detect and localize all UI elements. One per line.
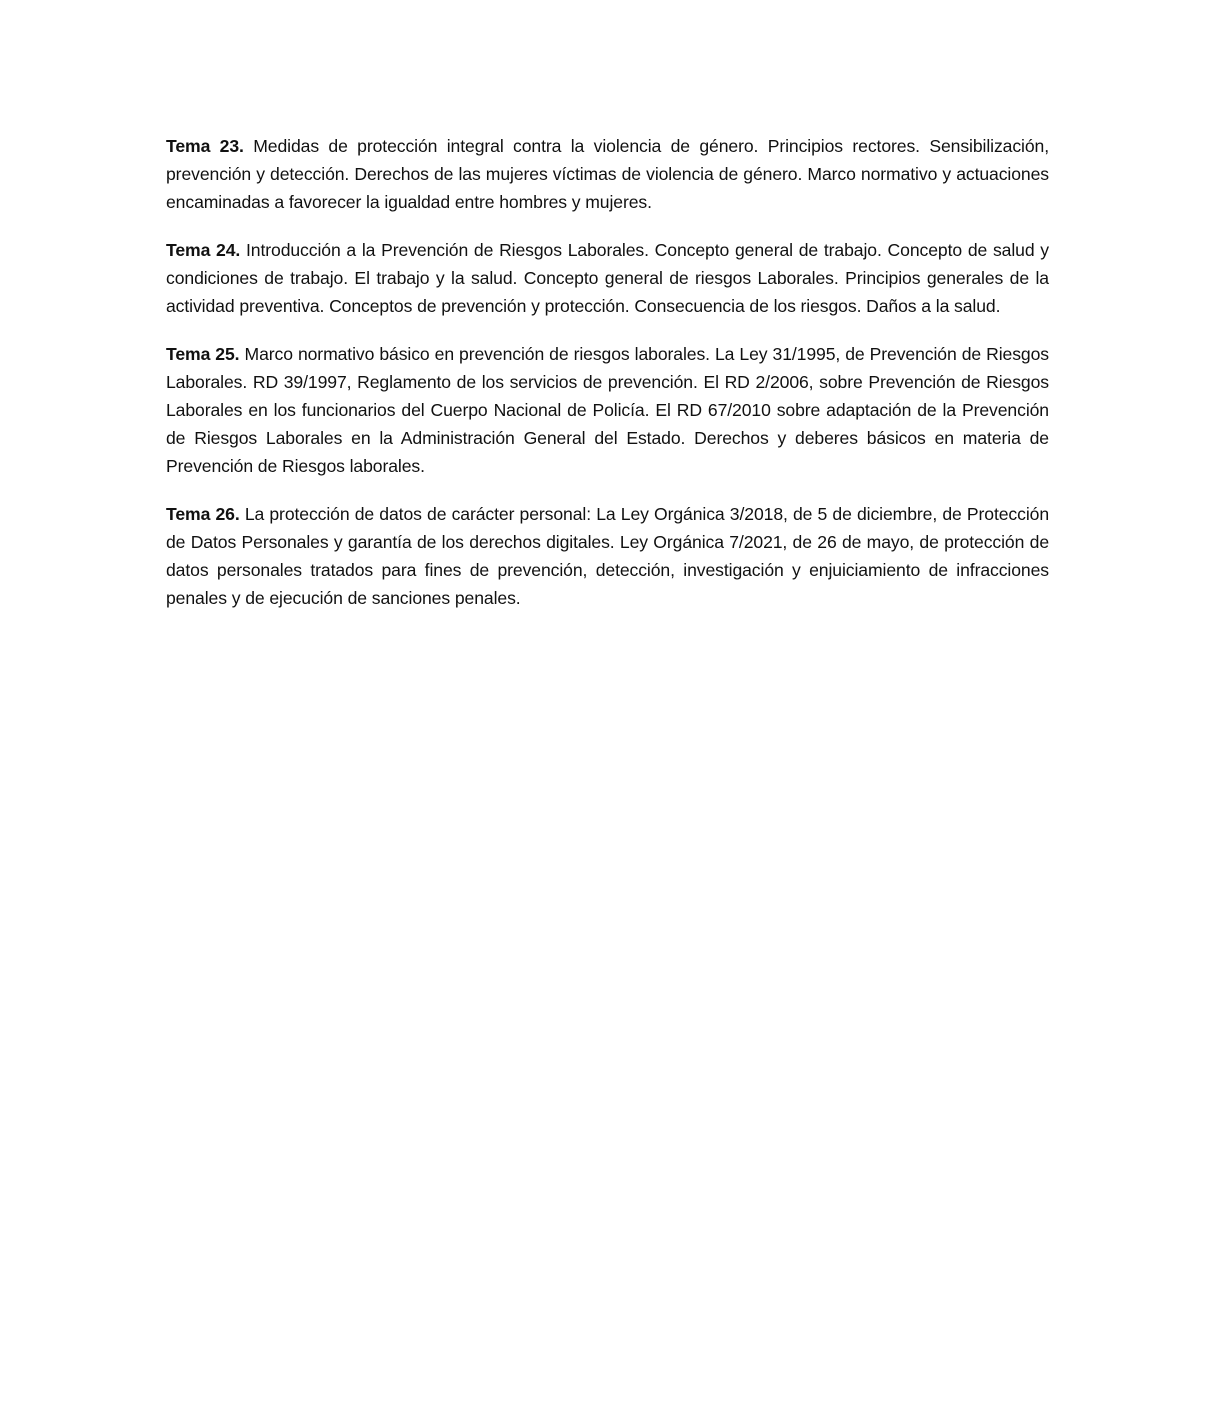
tema-23-text: Medidas de protección integral contra la violencia de género. Principios rectores. Sensibilización, prevención y detección. Derechos de las mujeres víctimas de violencia de género. Marco normativo y actuaciones encaminadas a favorecer la igualdad entre hombres y mujeres. (166, 136, 1049, 212)
tema-24-label: Tema 24. (166, 240, 241, 260)
tema-25-text: Marco normativo básico en prevención de riesgos laborales. La Ley 31/1995, de Prevención de Riesgos Laborales. RD 39/1997, Reglamento de los servicios de prevención. El RD 2/2006, sobre Prevención de Riesgos Laborales en los funcionarios del Cuerpo Nacional de Policía. El RD 67/2010 sobre adaptación de la Prevención de Riesgos Laborales en la Administración General del Estado. Derechos y deberes básicos en materia de Prevención de Riesgos laborales. (166, 344, 1049, 476)
document-body (166, 132, 1049, 632)
tema-25-label: Tema 25. (166, 344, 240, 364)
tema-24-text: Introducción a la Prevención de Riesgos Laborales. Concepto general de trabajo. Concepto de salud y condiciones de trabajo. El trabajo y la salud. Concepto general de riesgos Laborales. Principios generales de la actividad preventiva. Conceptos de prevención y protección. Consecuencia de los riesgos. Daños a la salud. (166, 240, 1049, 316)
tema-26-text: La protección de datos de carácter personal: La Ley Orgánica 3/2018, de 5 de diciembre, de Protección de Datos Personales y garantía de los derechos digitales. Ley Orgánica 7/2021, de 26 de mayo, de protección de datos personales tratados para fines de prevención, detección, investigación y enjuiciamiento de infracciones penales y de ejecución de sanciones penales. (166, 504, 1050, 608)
tema-23-paragraph (166, 132, 1049, 216)
tema-24-paragraph (166, 236, 1049, 320)
tema-26-label: Tema 26. (166, 504, 240, 524)
tema-26-paragraph (166, 500, 1049, 612)
tema-23-label: Tema 23. (166, 136, 244, 156)
tema-25-paragraph (166, 340, 1049, 480)
